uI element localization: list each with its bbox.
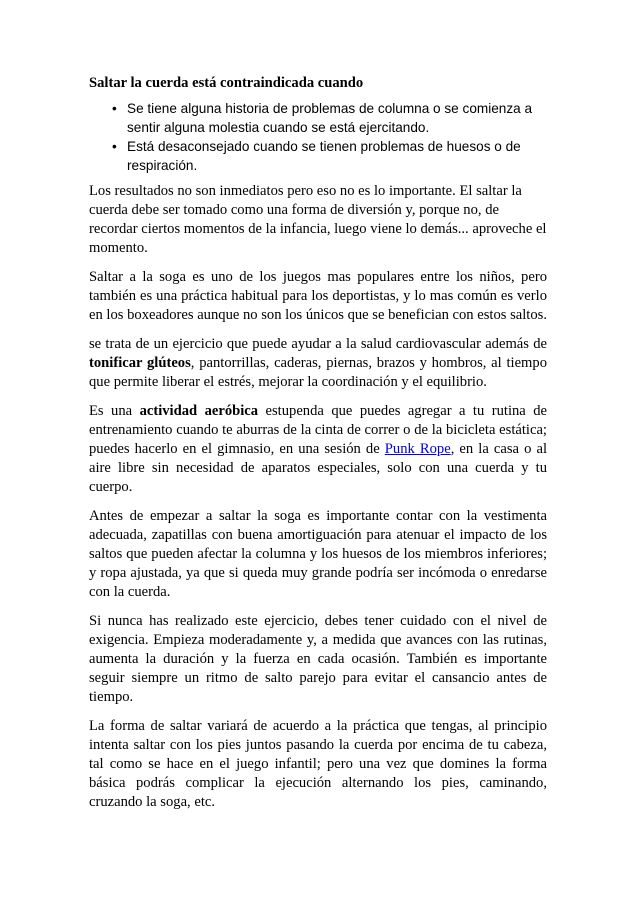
bold-text: tonificar glúteos — [89, 355, 191, 371]
text-run: , pantorrillas, caderas, piernas, brazos y hombros, al tiempo que permite liberar el estrés, mejorar la coordinación y el equilibrio. — [89, 355, 547, 390]
paragraph-benefits — [89, 335, 547, 392]
bullet-icon: • — [112, 101, 117, 116]
list-item — [89, 99, 547, 137]
list-item — [89, 137, 547, 175]
punk-rope-link[interactable]: Punk Rope — [384, 441, 451, 457]
text-run: , en la casa o al aire libre sin necesidad de aparatos especiales, solo con una cuerda y tu cuerpo. — [89, 441, 547, 495]
paragraph-technique: La forma de saltar variará de acuerdo a la práctica que tengas, al principio intenta saltar con los pies juntos pasando la cuerda por encima de tu cabeza, tal como se hace en el juego infantil; pero una vez que domines la forma básica podrás complicar la ejecución alternando los pies, caminando, cruzando la soga, etc. — [89, 718, 547, 810]
paragraph-clothing: Antes de empezar a saltar la soga es importante contar con la vestimenta adecuada, zapatillas con buena amortiguación para atenuar el impacto de los saltos que pueden afectar la columna y los huesos de los miembros inferiores; y ropa ajustada, ya que si queda muy grande podría ser incómoda o enredarse con la cuerda. — [89, 508, 547, 600]
contraindication-list — [89, 99, 547, 175]
bullet-icon: • — [112, 139, 117, 154]
text-run: estupenda que puedes agregar a tu rutina de entrenamiento cuando te aburras de la cinta de correr o de la bicicleta estática; puedes hacerlo en el gimnasio, en una sesión de — [89, 403, 547, 457]
paragraph-aerobic — [89, 402, 547, 497]
paragraph-intensity: Si nunca has realizado este ejercicio, debes tener cuidado con el nivel de exigencia. Empieza moderadamente y, a medida que avances con las rutinas, aumenta la duración y la fuerza en cada ocasión. También es importante seguir siempre un ritmo de salto parejo para evitar el cansancio antes de tiempo. — [89, 613, 547, 705]
section-heading: Saltar la cuerda está contraindicada cuando — [89, 75, 364, 91]
text-run: se trata de un ejercicio que puede ayudar a la salud cardiovascular además de — [89, 336, 547, 352]
paragraph-popular-game: Saltar a la soga es uno de los juegos mas populares entre los niños, pero también es una práctica habitual para los deportistas, y lo mas común es verlo en los boxeadores aunque no son los únicos que se benefician con estos saltos. — [89, 269, 547, 323]
paragraph-results: Los resultados no son inmediatos pero eso no es lo importante. El saltar la cuerda debe ser tomado como una forma de diversión y, porque no, de recordar ciertos momentos de la infancia, luego viene lo demás... aproveche el momento. — [89, 183, 547, 256]
list-item-text: Se tiene alguna historia de problemas de columna o se comienza a sentir alguna molestia cuando se está ejercitando. — [127, 101, 533, 135]
document-page — [89, 74, 547, 822]
text-run: Es una — [89, 403, 140, 419]
bold-text: actividad aeróbica — [139, 403, 259, 419]
list-item-text: Está desaconsejado cuando se tienen problemas de huesos o de respiración. — [127, 139, 521, 173]
